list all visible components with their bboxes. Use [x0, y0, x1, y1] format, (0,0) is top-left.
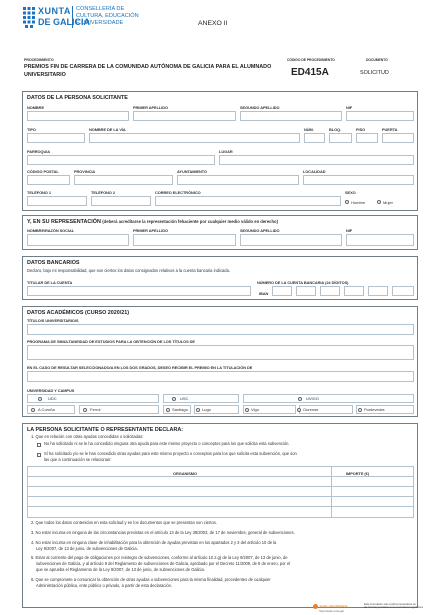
razon-social-label: NOMBRE/RAZÓN SOCIAL: [27, 228, 75, 233]
num-field[interactable]: [304, 133, 325, 143]
academic-section-title: DATOS ACADÉMICOS (CURSO 2020/21): [27, 310, 130, 316]
sede-label: sede electrónica: [319, 604, 348, 609]
segundo-apellido-label: SEGUNDO APELLIDO: [240, 105, 280, 110]
declaration-section-title: LA PERSONA SOLICITANTE O REPRESENTANTE DECLARA:: [27, 427, 184, 433]
bank-declaration: Declaro, bajo mi responsabilidad, que son ciertos los datos consignados relativos a la cuenta bancaria indicada.: [27, 268, 230, 273]
programa-field[interactable]: [27, 345, 414, 360]
titular-label: TITULAR DE LA CUENTA: [27, 280, 73, 285]
campus-coruna-radio[interactable]: [31, 408, 35, 412]
campus-vigo-label: Vigo: [251, 407, 259, 412]
sexo-label: SEXO: [345, 190, 356, 195]
titulos-field[interactable]: [27, 324, 414, 335]
lugar-label: LUGAR: [219, 149, 233, 154]
declaration-item-5c: que se aprueba el Reglamento de la Ley 9/2007, de 13 de junio, de subvenciones de Galicia.: [36, 567, 205, 572]
mujer-label: Mujer: [383, 199, 394, 205]
representative-note: (deberá acreditarse la representación fehaciente por cualquier medio válido en derecho): [102, 219, 278, 224]
nif-label: NIF: [346, 105, 353, 110]
table-row[interactable]: [28, 497, 414, 507]
campus-ferrol-radio[interactable]: [83, 408, 87, 412]
campus-vigo-radio[interactable]: [245, 408, 249, 412]
telefono1-field[interactable]: [27, 196, 87, 206]
nombre-via-label: NOMBRE DE LA VÍA: [89, 127, 126, 132]
nombre-via-field[interactable]: [89, 133, 300, 143]
nif-field[interactable]: [346, 111, 414, 121]
annex-label: ANEXO II: [198, 20, 228, 27]
hombre-label: Hombre: [351, 199, 366, 205]
puerta-label: PUERTA: [382, 127, 398, 132]
no-other-aid-label: No ha solicitado ni se le ha concedido ninguna otra ayuda para este mismo proyecto o conceptos para los que solicita esta subvención.: [44, 441, 290, 446]
bloq-field[interactable]: [329, 133, 352, 143]
rep-segundo-apellido-label: SEGUNDO APELLIDO: [240, 228, 280, 233]
rep-primer-apellido-label: PRIMER APELLIDO: [133, 228, 168, 233]
sede-url[interactable]: https://sede.xunta.gal: [319, 610, 344, 613]
provincia-field[interactable]: [74, 175, 173, 185]
rep-segundo-apellido-field[interactable]: [240, 234, 342, 246]
tipo-field[interactable]: [27, 133, 85, 143]
codigo-postal-field[interactable]: [27, 175, 70, 185]
procedure-code-label: CÓDIGO DE PROCEDIMIENTO: [287, 58, 335, 62]
logo-text-galicia: DE GALICIA: [38, 17, 91, 27]
campus-ourense-radio[interactable]: [297, 408, 301, 412]
ayuntamiento-field[interactable]: [177, 175, 299, 185]
account-box-3[interactable]: [344, 286, 364, 296]
udc-radio[interactable]: [38, 397, 42, 401]
procedure-title: PREMIOS FIN DE CARRERA DE LA COMUNIDAD AUTÓNOMA DE GALICIA PARA EL ALUMNADO UNIVERSITARIO: [24, 64, 272, 78]
logo-divider: [72, 6, 73, 28]
campus-pontevedra-radio[interactable]: [358, 408, 362, 412]
col-importe: IMPORTE (€): [346, 471, 370, 476]
piso-label: PISO: [356, 127, 366, 132]
campus-lugo-label: Lugo: [202, 407, 211, 412]
declaration-item-5b: subvenciones de Galicia, y al artículo 9 del Reglamento de subvenciones de Galicia, aprobado por el Decreto 11/2009, de 8 de enero, por el: [36, 561, 291, 566]
bloq-label: BLOQ.: [329, 127, 342, 132]
nombre-field[interactable]: [27, 111, 129, 121]
table-row[interactable]: [28, 477, 414, 487]
footer-note-2: las formas previstas en la normativa reguladora: [364, 605, 423, 610]
puerta-field[interactable]: [382, 133, 414, 143]
xunta-emblem-icon: [22, 6, 36, 30]
declaration-item-1: 1. Que en relación con otras ayudas concedidas o solicitadas:: [31, 434, 144, 439]
localidad-field[interactable]: [303, 175, 414, 185]
logo-text-xunta: XUNTA: [38, 6, 71, 16]
seleccionado-label: EN EL CASO DE RESULTAR SELECCIONADO/A EN LOS DOS GRADOS, DESEO RECIBIR EL PREMIO EN LA TITULACIÓN DE: [27, 365, 253, 370]
email-field[interactable]: [155, 196, 341, 206]
usc-label: USC: [180, 396, 189, 401]
primer-apellido-label: PRIMER APELLIDO: [133, 105, 168, 110]
declaration-item-5a: 5. Estar al corriente del pago de obligaciones por reintegro de subvenciones, conforme al artículo 10.2.g) de la Ley 9/2007, de 13 de junio, de: [31, 555, 288, 560]
parroquia-label: PARROQUIA: [27, 149, 51, 154]
tipo-label: TIPO: [27, 127, 36, 132]
other-aid-label-2: las que a continuación se relacionan:: [44, 457, 112, 462]
university-box-uvigo: [243, 394, 414, 403]
campus-coruna-label: A Coruña: [38, 407, 55, 412]
universidad-label: UNIVERSIDAD Y CAMPUS: [27, 388, 75, 393]
account-number-label: NÚMERO DE LA CUENTA BANCARIA (24 DÍGITOS): [257, 280, 349, 285]
other-aid-table: [27, 466, 414, 518]
seleccionado-field[interactable]: [27, 371, 414, 382]
uvigo-label: UVIGO: [306, 396, 319, 401]
declaration-item-2: 2. Que todos los datos contenidos en esta solicitud y en los documentos que se presentan son ciertos.: [31, 520, 217, 525]
ayuntamiento-label: AYUNTAMIENTO: [177, 169, 208, 174]
table-row[interactable]: [28, 507, 414, 518]
footer-note: [364, 603, 423, 610]
piso-field[interactable]: [356, 133, 378, 143]
other-aid-checkbox[interactable]: [37, 453, 41, 457]
titulos-label: TÍTULO/S UNIVERSITARIO/S: [27, 318, 79, 323]
codigo-postal-label: CÓDIGO POSTAL: [27, 169, 59, 174]
university-box-udc: [27, 394, 159, 403]
campus-lugo-radio[interactable]: [196, 408, 200, 412]
segundo-apellido-field[interactable]: [240, 111, 342, 121]
declaration-item-4b: Ley 9/2007, de 13 de junio, de subvenciones de Galicia.: [36, 546, 138, 551]
table-row[interactable]: [28, 487, 414, 497]
telefono2-field[interactable]: [91, 196, 151, 206]
declaration-item-4a: 4. No estar incursa en ninguna clase de inhabilitación para la obtención de ayudas previstas en los apartados 2 y 3 del artículo 10 de la: [31, 540, 277, 545]
account-number-boxes: [272, 286, 414, 296]
account-box-5[interactable]: [392, 286, 414, 296]
campus-ourense-label: Ourense: [303, 407, 319, 412]
sede-icon: [313, 604, 318, 609]
xunta-logo: [22, 5, 91, 31]
rep-nif-field[interactable]: [346, 234, 414, 246]
dept-line-3: E UNIVERSIDADE: [76, 19, 124, 26]
campus-pontevedra-label: Pontevedra: [364, 407, 385, 412]
rep-primer-apellido-field[interactable]: [133, 234, 236, 246]
dept-line-1: CONSELLERÍA DE: [76, 6, 125, 12]
usc-radio[interactable]: [172, 397, 176, 401]
telefono2-label: TELÉFONO 2: [91, 190, 115, 195]
parroquia-field[interactable]: [27, 155, 215, 165]
mujer-radio[interactable]: [377, 200, 381, 204]
email-label: CORREO ELECTRÓNICO: [155, 190, 201, 195]
account-box-1[interactable]: [296, 286, 316, 296]
representative-section-title: [27, 219, 278, 225]
procedure-label: PROCEDIMIENTO: [24, 58, 54, 62]
campus-ferrol-label: Ferrol: [90, 407, 101, 412]
document-type: SOLICITUD: [360, 70, 389, 76]
document-label: DOCUMENTO: [366, 58, 388, 62]
provincia-label: PROVINCIA: [74, 169, 96, 174]
no-other-aid-checkbox[interactable]: [37, 443, 41, 447]
num-label: NÚM.: [304, 127, 314, 132]
col-organismo: ORGANISMO: [173, 471, 197, 476]
declaration-item-3: 3. No estar incursa en ninguna de las circunstancias previstas en el artículo 13 de la Ley 38/2003, de 17 de noviembre, general de subvenciones.: [31, 530, 295, 535]
iban-label: IBAN: [259, 291, 269, 296]
telefono1-label: TELÉFONO 1: [27, 190, 51, 195]
primer-apellido-field[interactable]: [133, 111, 236, 121]
footer-note-1: Este formulario solo podrá presentarse en: [364, 602, 417, 606]
nombre-label: NOMBRE: [27, 105, 44, 110]
department-name: [76, 6, 139, 26]
razon-social-field[interactable]: [27, 234, 129, 246]
representative-title: Y, EN SU REPRESENTACIÓN: [27, 219, 101, 225]
campus-santiago-label: Santiago: [172, 407, 188, 412]
account-box-4[interactable]: [368, 286, 388, 296]
applicant-section-title: DATOS DE LA PERSONA SOLICITANTE: [27, 95, 128, 101]
procedure-code: ED415A: [291, 67, 329, 78]
titular-field[interactable]: [27, 286, 251, 296]
localidad-label: LOCALIDAD: [303, 169, 326, 174]
account-box-2[interactable]: [320, 286, 340, 296]
programa-label: PROGRAMA DE SIMULTANEIDAD DE ESTUDIOS PARA LA OBTENCIÓN DE LOS TÍTULOS DE: [27, 339, 195, 344]
lugar-field[interactable]: [219, 155, 414, 165]
declaration-item-6b: Administración pública, ente público o privado, a partir de esta declaración.: [36, 583, 173, 588]
dept-line-2: CULTURA, EDUCACIÓN: [76, 12, 139, 19]
iban-box[interactable]: [272, 286, 292, 296]
campus-santiago-radio[interactable]: [166, 408, 170, 412]
other-aid-label-1: Sí ha solicitado y/o se le han concedido otras ayudas para este mismo proyecto o conceptos para los que solicita esta subvención, que son: [44, 451, 297, 456]
udc-label: UDC: [48, 396, 57, 401]
uvigo-radio[interactable]: [298, 397, 302, 401]
bank-section-title: DATOS BANCARIOS: [27, 260, 80, 266]
rep-nif-label: NIF: [346, 228, 353, 233]
declaration-item-6a: 6. Que se compromete a comunicar la obtención de otras ayudas o subvenciones para la misma finalidad, procedentes de cualquier: [31, 577, 271, 582]
hombre-radio[interactable]: [345, 200, 349, 204]
campus-lugo-box: [194, 405, 239, 414]
